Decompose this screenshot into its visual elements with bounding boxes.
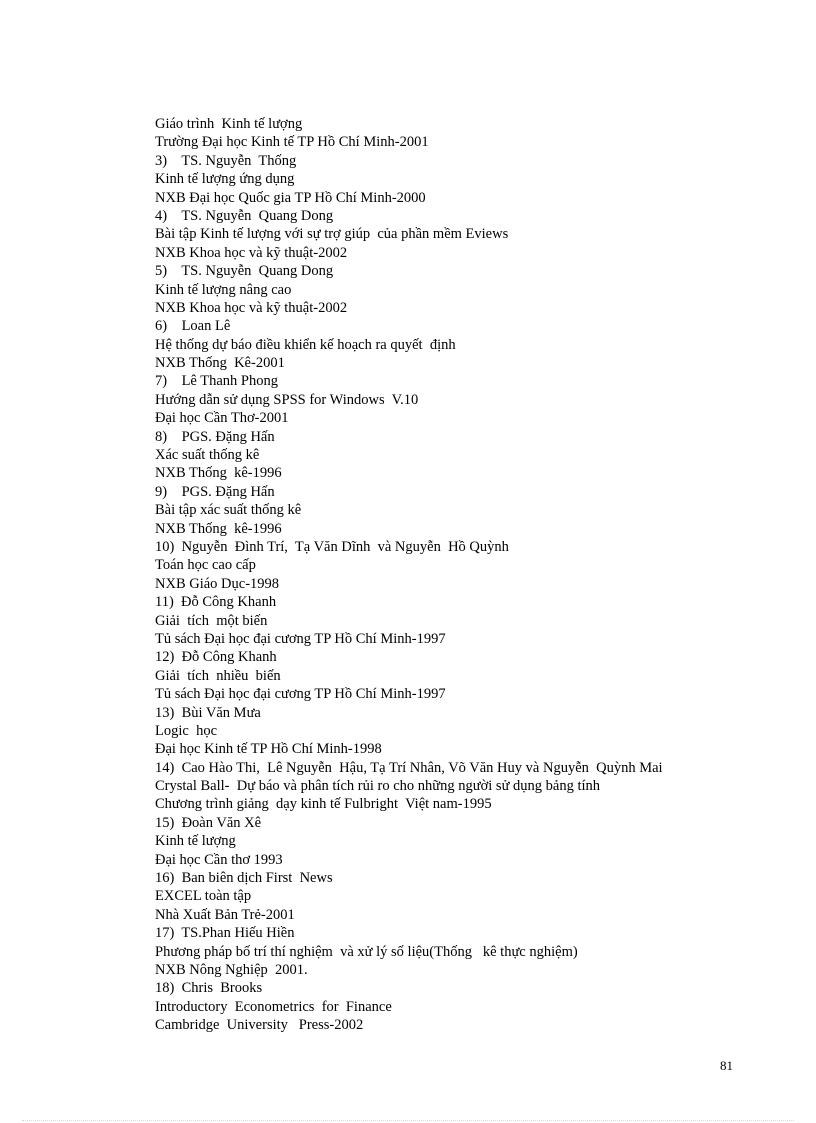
text-line: NXB Thống Kê-2001	[155, 355, 285, 372]
text-line: NXB Giáo Dục-1998	[155, 575, 280, 592]
text-line: Trường Đại học Kinh tế TP Hồ Chí Minh-2001	[155, 134, 429, 151]
reference-entry-heading: 10) Nguyễn Đình Trí, Tạ Văn Dĩnh và Nguyễn Hồ Quỳnh	[155, 538, 509, 555]
text-line: NXB Thống kê-1996	[155, 520, 282, 537]
page-bottom-edge	[22, 1120, 794, 1121]
reference-entry-heading: 18) Chris Brooks	[155, 980, 263, 997]
text-line: Introductory Econometrics for Finance	[155, 998, 392, 1015]
text-line: Bài tập xác suất thống kê	[155, 502, 302, 519]
reference-entry-heading: 15) Đoàn Văn Xê	[155, 814, 262, 831]
text-line: Tủ sách Đại học đại cương TP Hồ Chí Minh-1997	[155, 686, 446, 703]
reference-entry-heading: 5) TS. Nguyễn Quang Dong	[155, 263, 334, 280]
reference-entry-heading: 9) PGS. Đặng Hấn	[155, 483, 275, 500]
text-line: Đại học Cần Thơ-2001	[155, 410, 289, 427]
reference-entry-heading: 16) Ban biên dịch First News	[155, 870, 333, 887]
text-line: NXB Đại học Quốc gia TP Hồ Chí Minh-2000	[155, 189, 426, 206]
text-line: Giải tích một biến	[155, 612, 268, 629]
text-line: Kinh tế lượng nâng cao	[155, 281, 292, 298]
bibliography-text	[155, 115, 775, 1035]
text-line: Bài tập Kinh tế lượng với sự trợ giúp của phần mềm Eviews	[155, 226, 509, 243]
text-line: Đại học Kinh tế TP Hồ Chí Minh-1998	[155, 741, 382, 758]
reference-entry-heading: 8) PGS. Đặng Hấn	[155, 428, 275, 445]
text-line: Cambridge University Press-2002	[155, 1017, 364, 1034]
reference-entry-heading: 14) Cao Hào Thi, Lê Nguyễn Hậu, Tạ Trí Nhân, Võ Văn Huy và Nguyễn Quỳnh Mai	[155, 759, 663, 776]
text-line: NXB Khoa học và kỹ thuật-2002	[155, 244, 348, 261]
text-line: Hệ thống dự báo điều khiển kế hoạch ra quyết định	[155, 336, 456, 353]
text-line: Giáo trình Kinh tế lượng	[155, 116, 303, 132]
reference-entry-heading: 13) Bùi Văn Mưa	[155, 704, 261, 721]
reference-entry-heading: 6) Loan Lê	[155, 318, 231, 335]
text-line: Toán học cao cấp	[155, 557, 256, 574]
text-line: Phương pháp bố trí thí nghiệm và xử lý số liệu(Thống kê thực nghiệm)	[155, 943, 578, 960]
text-line: Giải tích nhiều biến	[155, 667, 281, 684]
text-line: Chương trình giảng dạy kinh tế Fulbright Việt nam-1995	[155, 796, 492, 813]
reference-entry-heading: 4) TS. Nguyễn Quang Dong	[155, 207, 334, 224]
reference-entry-heading: 17) TS.Phan Hiếu Hiền	[155, 925, 295, 942]
page-number: 81	[720, 1058, 733, 1073]
text-line: Nhà Xuất Bản Trẻ-2001	[155, 906, 295, 923]
text-line: Tủ sách Đại học đại cương TP Hồ Chí Minh-1997	[155, 630, 446, 647]
text-line: Kinh tế lượng ứng dụng	[155, 171, 295, 188]
text-line: Đại học Cần thơ 1993	[155, 851, 283, 868]
text-line: EXCEL toàn tập	[155, 888, 252, 905]
text-line: NXB Nông Nghiệp 2001.	[155, 961, 308, 978]
reference-entry-heading: 11) Đỗ Công Khanh	[155, 594, 277, 611]
text-line: Logic học	[155, 722, 218, 739]
text-line: Kinh tế lượng	[155, 833, 236, 850]
reference-entry-heading: 7) Lê Thanh Phong	[155, 373, 278, 390]
text-line: Crystal Ball- Dự báo và phân tích rủi ro cho những người sử dụng bảng tính	[155, 778, 601, 795]
reference-entry-heading: 12) Đỗ Công Khanh	[155, 649, 277, 666]
text-line: NXB Khoa học và kỹ thuật-2002	[155, 299, 348, 316]
reference-entry-heading: 3) TS. Nguyễn Thống	[155, 152, 297, 169]
text-line: NXB Thống kê-1996	[155, 465, 282, 482]
text-line: Xác suất thống kê	[155, 447, 260, 464]
text-line: Hướng dẫn sử dụng SPSS for Windows V.10	[155, 391, 419, 408]
